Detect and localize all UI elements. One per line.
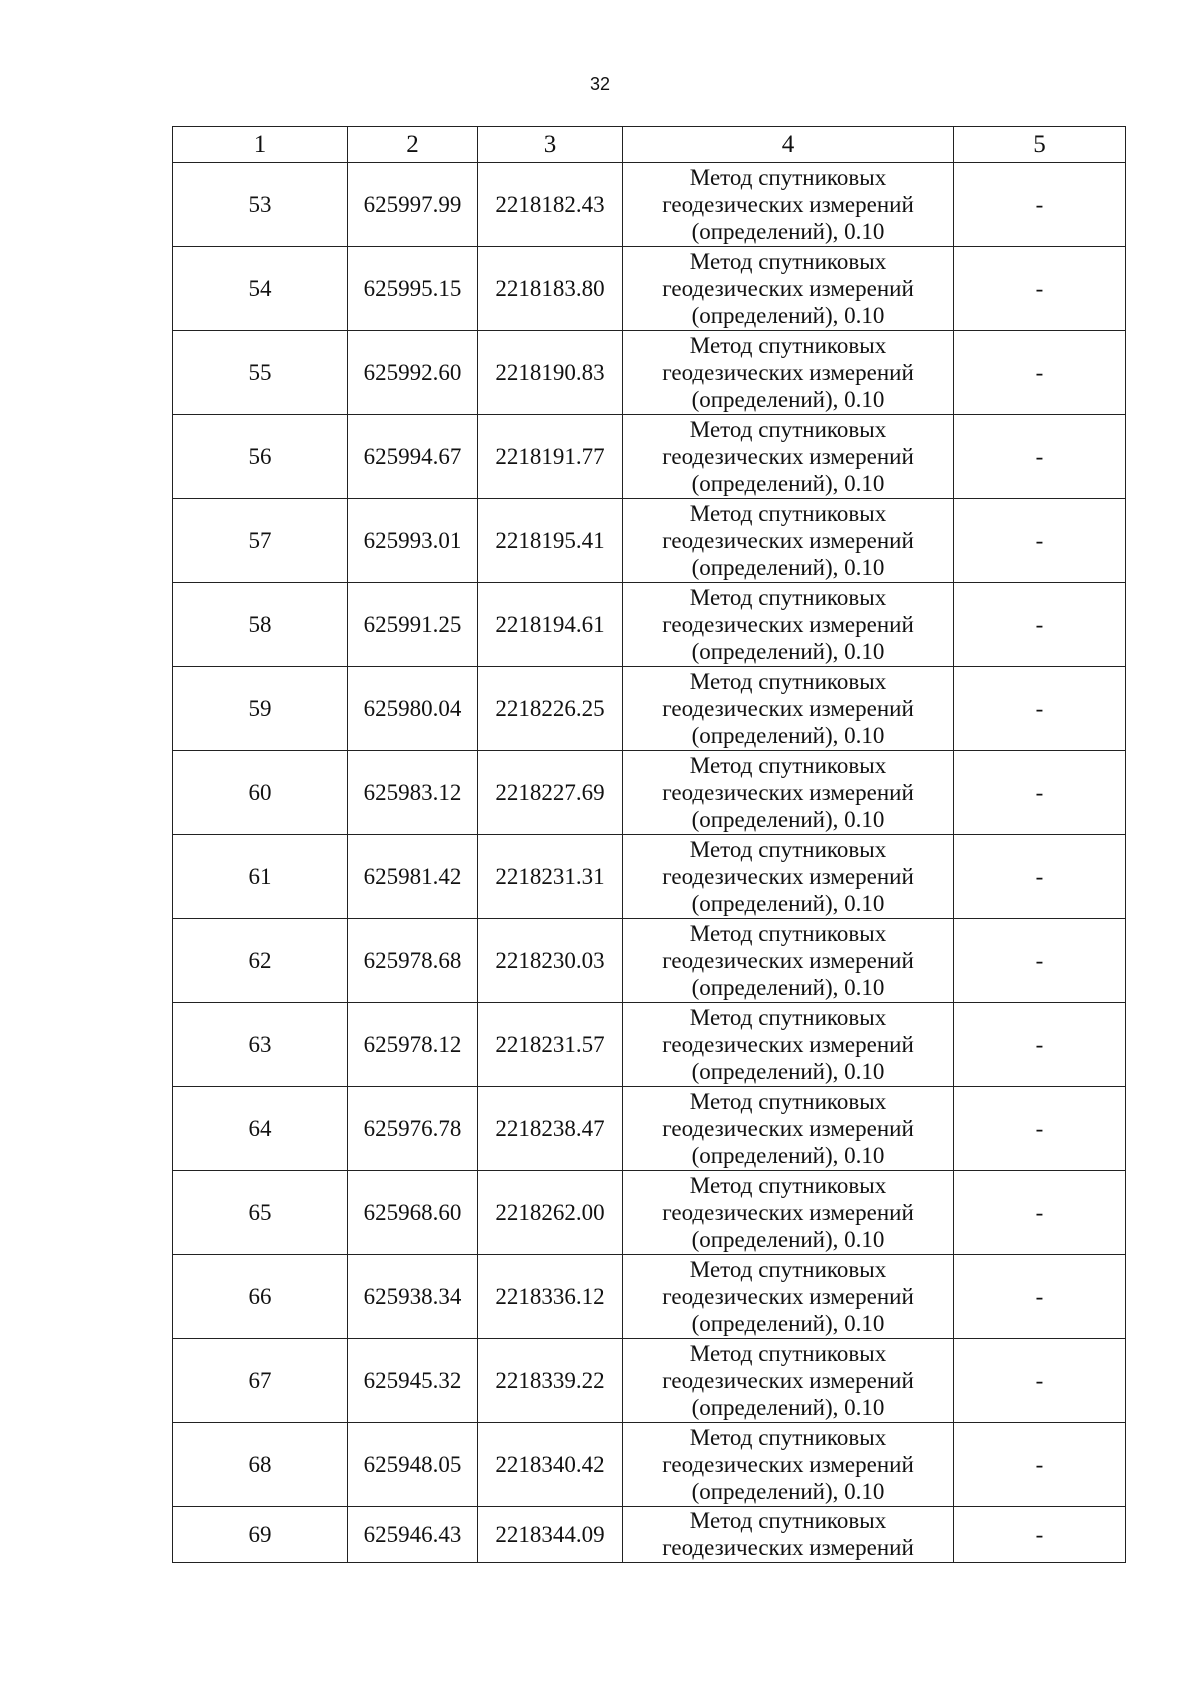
y-coordinate-cell: 2218183.80 [478,247,623,331]
point-number-cell: 57 [173,499,348,583]
method-cell [623,163,954,247]
method-cell [623,1339,954,1423]
method-text-line: (определений), 0.10 [691,723,885,748]
x-coordinate-cell: 625997.99 [348,163,478,247]
y-coordinate-cell: 2218238.47 [478,1087,623,1171]
description-cell: - [954,1087,1126,1171]
method-cell [623,751,954,835]
method-text-line: (определений), 0.10 [691,1059,885,1084]
table-row [173,247,1126,331]
method-cell [623,919,954,1003]
method-text-line: Метод спутниковых [689,333,887,358]
method-text-line: геодезических измерений [662,1284,914,1309]
x-coordinate-cell: 625992.60 [348,331,478,415]
method-text-line: Метод спутниковых [689,501,887,526]
point-number-cell: 53 [173,163,348,247]
point-number-cell: 58 [173,583,348,667]
y-coordinate-cell: 2218262.00 [478,1171,623,1255]
method-text-line: (определений), 0.10 [691,639,885,664]
method-cell [623,415,954,499]
point-number-cell: 59 [173,667,348,751]
method-cell [623,331,954,415]
column-header: 4 [623,127,954,163]
method-text-line: геодезических измерений [662,276,914,301]
table-row [173,1339,1126,1423]
description-cell: - [954,1171,1126,1255]
description-cell: - [954,1507,1126,1563]
table-row [173,1171,1126,1255]
y-coordinate-cell: 2218231.57 [478,1003,623,1087]
x-coordinate-cell: 625938.34 [348,1255,478,1339]
point-number-cell: 64 [173,1087,348,1171]
method-text-line: Метод спутниковых [689,669,887,694]
method-cell [623,1507,954,1563]
method-cell [623,1003,954,1087]
description-cell: - [954,247,1126,331]
x-coordinate-cell: 625994.67 [348,415,478,499]
method-cell [623,499,954,583]
x-coordinate-cell: 625948.05 [348,1423,478,1507]
y-coordinate-cell: 2218191.77 [478,415,623,499]
method-text-line: Метод спутниковых [689,1005,887,1030]
point-number-cell: 68 [173,1423,348,1507]
description-cell: - [954,1255,1126,1339]
description-cell: - [954,163,1126,247]
method-text-line: геодезических измерений [662,360,914,385]
point-number-cell: 69 [173,1507,348,1563]
table-row [173,415,1126,499]
point-number-cell: 54 [173,247,348,331]
method-text-line: Метод спутниковых [689,837,887,862]
x-coordinate-cell: 625993.01 [348,499,478,583]
method-text-line: геодезических измерений [662,1200,914,1225]
method-text-line: (определений), 0.10 [691,1143,885,1168]
method-text-line: (определений), 0.10 [691,1395,885,1420]
point-number-cell: 66 [173,1255,348,1339]
point-number-cell: 55 [173,331,348,415]
table-row [173,331,1126,415]
method-text-line: Метод спутниковых [689,921,887,946]
description-cell: - [954,835,1126,919]
table-row [173,1507,1126,1563]
y-coordinate-cell: 2218344.09 [478,1507,623,1563]
point-number-cell: 60 [173,751,348,835]
table-row [173,163,1126,247]
table-row [173,1087,1126,1171]
method-cell [623,1255,954,1339]
method-cell [623,1423,954,1507]
method-text-line: (определений), 0.10 [691,975,885,1000]
method-text-line: Метод спутниковых [689,1508,887,1533]
method-cell [623,247,954,331]
method-text-line: Метод спутниковых [689,249,887,274]
column-header: 3 [478,127,623,163]
table-row [173,499,1126,583]
method-text-line: Метод спутниковых [689,1425,887,1450]
description-cell: - [954,1003,1126,1087]
x-coordinate-cell: 625995.15 [348,247,478,331]
x-coordinate-cell: 625978.68 [348,919,478,1003]
method-text-line: (определений), 0.10 [691,1227,885,1252]
point-number-cell: 62 [173,919,348,1003]
method-text-line: (определений), 0.10 [691,1311,885,1336]
method-text-line: геодезических измерений [662,864,914,889]
table-row [173,667,1126,751]
method-text-line: геодезических измерений [662,696,914,721]
x-coordinate-cell: 625983.12 [348,751,478,835]
method-text-line: (определений), 0.10 [691,387,885,412]
method-text-line: геодезических измерений [662,1368,914,1393]
point-number-cell: 56 [173,415,348,499]
method-text-line: Метод спутниковых [689,1089,887,1114]
column-header: 1 [173,127,348,163]
x-coordinate-cell: 625991.25 [348,583,478,667]
y-coordinate-cell: 2218182.43 [478,163,623,247]
method-text-line: Метод спутниковых [689,1257,887,1282]
method-text-line: (определений), 0.10 [691,891,885,916]
method-text-line: (определений), 0.10 [691,471,885,496]
description-cell: - [954,499,1126,583]
x-coordinate-cell: 625978.12 [348,1003,478,1087]
point-number-cell: 63 [173,1003,348,1087]
x-coordinate-cell: 625945.32 [348,1339,478,1423]
table-row [173,919,1126,1003]
method-text-line: (определений), 0.10 [691,303,885,328]
method-cell [623,667,954,751]
y-coordinate-cell: 2218336.12 [478,1255,623,1339]
table-row [173,1003,1126,1087]
method-text-line: геодезических измерений [662,192,914,217]
x-coordinate-cell: 625946.43 [348,1507,478,1563]
method-text-line: Метод спутниковых [689,417,887,442]
y-coordinate-cell: 2218195.41 [478,499,623,583]
method-text-line: геодезических измерений [662,612,914,637]
method-text-line: геодезических измерений [662,1116,914,1141]
column-header: 2 [348,127,478,163]
point-number-cell: 61 [173,835,348,919]
method-text-line: Метод спутниковых [689,585,887,610]
table-row [173,751,1126,835]
y-coordinate-cell: 2218230.03 [478,919,623,1003]
method-text-line: геодезических измерений [662,780,914,805]
method-text-line: (определений), 0.10 [691,807,885,832]
method-text-line: (определений), 0.10 [691,555,885,580]
y-coordinate-cell: 2218231.31 [478,835,623,919]
table-row [173,1255,1126,1339]
method-text-line: геодезических измерений [662,1452,914,1477]
table-row [173,835,1126,919]
description-cell: - [954,415,1126,499]
method-text-line: геодезических измерений [662,444,914,469]
y-coordinate-cell: 2218190.83 [478,331,623,415]
method-text-line: геодезических измерений [662,528,914,553]
method-text-line: Метод спутниковых [689,1173,887,1198]
method-text-line: геодезических измерений [662,1032,914,1057]
method-cell [623,583,954,667]
y-coordinate-cell: 2218339.22 [478,1339,623,1423]
point-number-cell: 67 [173,1339,348,1423]
description-cell: - [954,751,1126,835]
method-text-line: геодезических измерений [662,1535,914,1560]
description-cell: - [954,331,1126,415]
y-coordinate-cell: 2218227.69 [478,751,623,835]
x-coordinate-cell: 625980.04 [348,667,478,751]
method-cell [623,1087,954,1171]
y-coordinate-cell: 2218194.61 [478,583,623,667]
table-row [173,1423,1126,1507]
x-coordinate-cell: 625976.78 [348,1087,478,1171]
method-cell [623,1171,954,1255]
method-text-line: (определений), 0.10 [691,219,885,244]
method-text-line: Метод спутниковых [689,1341,887,1366]
column-header: 5 [954,127,1126,163]
coordinates-table [172,126,1126,1563]
x-coordinate-cell: 625981.42 [348,835,478,919]
description-cell: - [954,667,1126,751]
y-coordinate-cell: 2218226.25 [478,667,623,751]
x-coordinate-cell: 625968.60 [348,1171,478,1255]
table-row [173,583,1126,667]
table-header-row [173,127,1126,163]
y-coordinate-cell: 2218340.42 [478,1423,623,1507]
method-text-line: (определений), 0.10 [691,1479,885,1504]
description-cell: - [954,583,1126,667]
method-cell [623,835,954,919]
description-cell: - [954,1423,1126,1507]
page-number: 32 [589,74,611,94]
description-cell: - [954,1339,1126,1423]
method-text-line: Метод спутниковых [689,753,887,778]
description-cell: - [954,919,1126,1003]
point-number-cell: 65 [173,1171,348,1255]
method-text-line: Метод спутниковых [689,165,887,190]
method-text-line: геодезических измерений [662,948,914,973]
